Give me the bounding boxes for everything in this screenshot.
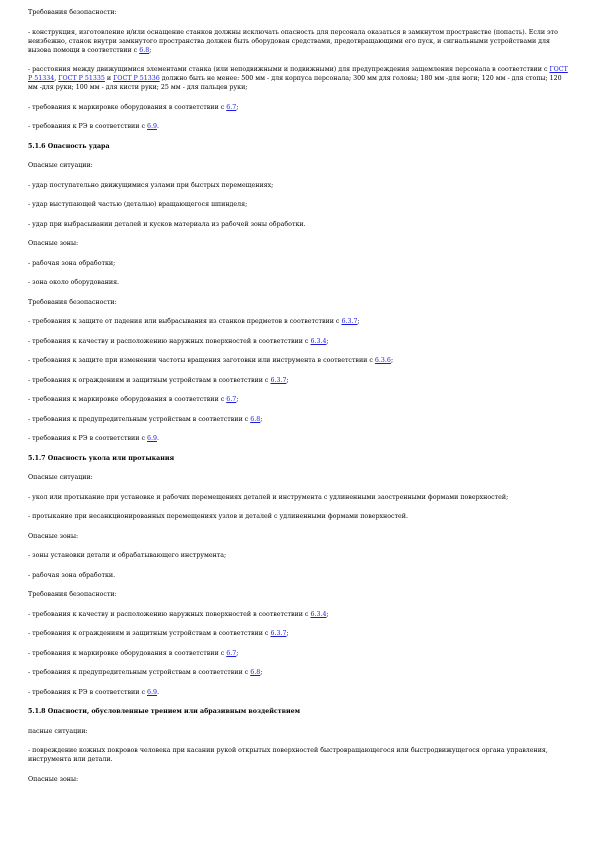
text-run: - повреждение кожных покровов человека при касании рукой открытых поверхностей быстровращающегося или быстродвижущегося органа управления, инструмента или детали. bbox=[28, 747, 548, 763]
paragraph bbox=[28, 590, 568, 599]
reference-link[interactable]: 6.3.7 bbox=[270, 630, 287, 637]
section-heading bbox=[28, 454, 568, 463]
text-run: - зона около оборудования. bbox=[28, 279, 120, 286]
text-run: - рабочая зона обработки; bbox=[28, 259, 116, 267]
paragraph bbox=[28, 65, 568, 92]
paragraph bbox=[28, 395, 568, 404]
text-run: Опасные зоны: bbox=[28, 240, 79, 247]
text-run: - требования к предупредительным устройствам в соответствии с bbox=[28, 415, 251, 423]
paragraph bbox=[28, 259, 568, 268]
text-run: Опасные ситуации: bbox=[28, 162, 93, 169]
reference-link[interactable]: 6.7 bbox=[226, 396, 237, 403]
paragraph bbox=[28, 122, 568, 131]
reference-link[interactable]: 6.3.6 bbox=[374, 357, 391, 364]
reference-link[interactable]: 6.9 bbox=[147, 435, 158, 442]
reference-link[interactable]: 6.8 bbox=[250, 415, 261, 423]
text-run: Требования безопасности: bbox=[28, 9, 117, 16]
text-run: - требования к РЭ в соответствии с bbox=[28, 435, 147, 442]
paragraph bbox=[28, 610, 568, 619]
paragraph bbox=[28, 103, 568, 112]
text-run: должно быть не менее: 500 мм - для корпуса персонала; 300 мм для головы; 180 мм -для ноги; 120 мм - для стопы; 120 мм -для руки; 100 мм - для кисти руки; 25 мм - для пальцев руки; bbox=[28, 75, 562, 91]
text-run: - требования к защите при изменении частоты вращения заготовки или инструмента в соответствии с bbox=[28, 357, 375, 364]
text-run: ; bbox=[390, 357, 394, 364]
paragraph bbox=[28, 298, 568, 307]
paragraph bbox=[28, 688, 568, 697]
reference-link[interactable]: 6.8 bbox=[139, 46, 150, 54]
paragraph bbox=[28, 8, 568, 17]
paragraph bbox=[28, 220, 568, 229]
reference-link[interactable]: 6.8 bbox=[250, 669, 261, 676]
text-run: . bbox=[157, 435, 160, 442]
text-run: ; bbox=[260, 669, 263, 676]
text-run: Опасные ситуации: bbox=[28, 474, 93, 481]
paragraph bbox=[28, 551, 568, 560]
text-run: Требования безопасности: bbox=[28, 591, 117, 598]
reference-link[interactable]: 6.3.4 bbox=[310, 610, 327, 618]
text-run: - расстояния между движущимися элементами станка (или неподвижными и подвижными) для предупреждения защемления персонала в соответствии с bbox=[28, 66, 550, 73]
paragraph bbox=[28, 668, 568, 677]
text-run: Опасные зоны: bbox=[28, 532, 79, 540]
text-run: ; bbox=[236, 103, 239, 111]
text-run: - рабочая зона обработки. bbox=[28, 571, 116, 579]
text-run: и bbox=[104, 75, 114, 82]
paragraph bbox=[28, 746, 568, 764]
text-run: Требования безопасности: bbox=[28, 298, 117, 306]
section-heading bbox=[28, 142, 568, 151]
text-run: - требования к ограждениям и защитным устройствам в соответствии с bbox=[28, 630, 271, 637]
text-run: - требования к качеству и расположению наружных поверхностей в соответствии с bbox=[28, 337, 311, 345]
paragraph bbox=[28, 415, 568, 424]
text-run: ; bbox=[326, 337, 329, 345]
paragraph bbox=[28, 775, 568, 784]
reference-link[interactable]: ГОСТ Р 51335 bbox=[58, 75, 105, 82]
text-run: ; bbox=[236, 649, 239, 657]
paragraph bbox=[28, 337, 568, 346]
text-run: - конструкция, изготовление и/или оснащение станков должны исключать опасность для персонала оказаться в замкнутом пространстве (попасть). Если это неизбежно, станок внутри замкнутого пространства должен быть оборудован средствами, предотвращающими его пуск, и сигнальными устройствами для вызова помощи в соответствии с bbox=[28, 28, 558, 54]
paragraph bbox=[28, 512, 568, 521]
text-run: ; bbox=[286, 376, 289, 384]
paragraph bbox=[28, 376, 568, 385]
text-run: ; bbox=[326, 610, 329, 618]
paragraph bbox=[28, 239, 568, 248]
reference-link[interactable]: ГОСТ Р 51336 bbox=[113, 75, 160, 82]
paragraph bbox=[28, 493, 568, 502]
reference-link[interactable]: ГОСТ Р 51334 bbox=[28, 66, 568, 82]
reference-link[interactable]: 6.9 bbox=[147, 123, 158, 130]
text-run: - требования к маркировке оборудования в соответствии с bbox=[28, 649, 227, 657]
text-run: - требования к маркировке оборудования в соответствии с bbox=[28, 103, 227, 111]
reference-link[interactable]: 6.7 bbox=[226, 649, 237, 657]
reference-link[interactable]: 6.9 bbox=[147, 688, 158, 696]
paragraph bbox=[28, 28, 568, 55]
paragraph bbox=[28, 356, 568, 365]
paragraph bbox=[28, 317, 568, 326]
paragraph bbox=[28, 434, 568, 443]
text-run: - требования к защите от падения или выбрасывания из станков предметов в соответствии с bbox=[28, 318, 342, 325]
text-run: - укол или протыкание при установке и рабочих перемещениях деталей и инструмента с удлиненными заостренными формами поверхностей; bbox=[28, 493, 509, 501]
text-run: 5.1.8 Опасности, обусловленные трением или абразивным воздействием bbox=[28, 708, 301, 715]
paragraph bbox=[28, 629, 568, 638]
text-run: 5.1.6 Опасность удара bbox=[28, 142, 110, 150]
text-run: - удар поступательно движущимися узлами при быстрых перемещениях; bbox=[28, 181, 274, 189]
paragraph bbox=[28, 200, 568, 209]
text-run: ; bbox=[357, 318, 360, 325]
reference-link[interactable]: 6.3.7 bbox=[270, 376, 287, 384]
text-run: - требования к ограждениям и защитным устройствам в соответствии с bbox=[28, 376, 271, 384]
text-run: - протыкание при несанкционированных перемещениях узлов и деталей с удлиненными формами поверхностей. bbox=[28, 513, 408, 520]
text-run: - удар выступающей частью (деталью) вращающегося шпинделя; bbox=[28, 201, 248, 208]
text-run: . bbox=[157, 123, 160, 130]
reference-link[interactable]: 6.3.7 bbox=[341, 318, 358, 325]
text-run: ; bbox=[286, 630, 289, 637]
reference-link[interactable]: 6.7 bbox=[226, 103, 237, 111]
text-run: . bbox=[157, 688, 160, 696]
text-run: , bbox=[54, 75, 59, 82]
paragraph bbox=[28, 181, 568, 190]
document-body bbox=[28, 8, 568, 784]
text-run: - требования к качеству и расположению наружных поверхностей в соответствии с bbox=[28, 610, 311, 618]
text-run: ; bbox=[149, 46, 152, 54]
text-run: ; bbox=[260, 415, 263, 423]
paragraph bbox=[28, 571, 568, 580]
text-run: пасные ситуации: bbox=[28, 727, 88, 735]
text-run: 5.1.7 Опасность укола или протыкания bbox=[28, 454, 175, 462]
text-run: - требования к предупредительным устройствам в соответствии с bbox=[28, 669, 251, 676]
text-run: Опасные зоны: bbox=[28, 775, 79, 783]
paragraph bbox=[28, 532, 568, 541]
text-run: ; bbox=[236, 396, 239, 403]
text-run: - зоны установки детали и обрабатывающего инструмента; bbox=[28, 552, 227, 559]
paragraph bbox=[28, 727, 568, 736]
text-run: - требования к маркировке оборудования в соответствии с bbox=[28, 396, 227, 403]
text-run: - требования к РЭ в соответствии с bbox=[28, 688, 147, 696]
paragraph bbox=[28, 473, 568, 482]
paragraph bbox=[28, 161, 568, 170]
section-heading bbox=[28, 707, 568, 716]
reference-link[interactable]: 6.3.4 bbox=[310, 337, 327, 345]
text-run: - удар при выбрасывании деталей и кусков материала из рабочей зоны обработки. bbox=[28, 220, 306, 228]
text-run: - требования к РЭ в соответствии с bbox=[28, 123, 147, 130]
paragraph bbox=[28, 278, 568, 287]
paragraph bbox=[28, 649, 568, 658]
